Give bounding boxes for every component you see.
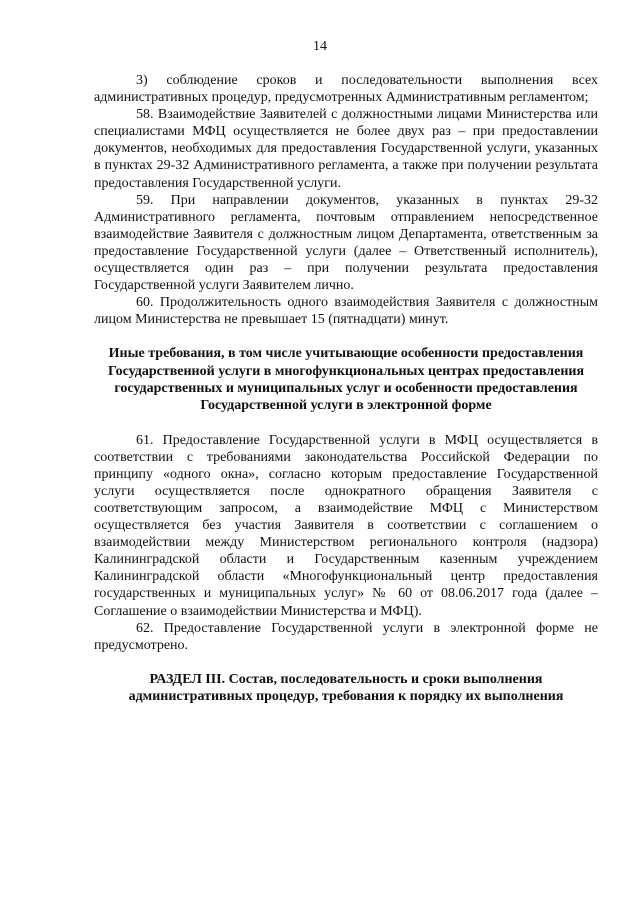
section-heading-section-3: РАЗДЕЛ III. Состав, последовательность и сроки выполнения административных процедур, требования к порядку их выполнения [128,671,564,705]
paragraph-61: 61. Предоставление Государственной услуги в МФЦ осуществляется в соответствии с требованиями законодательства Российской Федерации по принципу «одного окна», согласно которым предоставление Государственной услуги осуществляется после однократного обращения Заявителя с соответствующим запросом, а взаимодействие МФЦ с Министерством осуществляется без участия Заявителя в соответствии с соглашением о взаимодействии между Министерством регионального контроля (надзора) Калининградской области и Государственным казенным учреждением Калининградской области «Многофункциональный центр предоставления государственных и муниципальных услуг» № 60 от 08.06.2017 года (далее – Соглашение о взаимодействии Министерства и МФЦ). [94,432,598,619]
page-number: 14 [313,39,327,54]
paragraph-59: 59. При направлении документов, указанных в пунктах 29-32 Административного регламента, почтовым отправлением непосредственное взаимодействие Заявителя с должностным лицом Департамента, ответственным за предоставление Государственной услуги (далее – Ответственный исполнитель), осуществляется один раз – при получении результата предоставления Государственной услуги Заявителем лично. [94,192,598,294]
paragraph-62: 62. Предоставление Государственной услуги в электронной форме не предусмотрено. [94,620,598,653]
paragraph-58: 58. Взаимодействие Заявителей с должностными лицами Министерства или специалистами МФЦ осуществляется не более двух раз – при предоставлении документов, необходимых для предоставления Государственной услуги, указанных в пунктах 29-32 Административного регламента, а также при получении результата предоставления Государственной услуги. [94,107,598,191]
paragraph-60: 60. Продолжительность одного взаимодействия Заявителя с должностным лицом Министерства не превышает 15 (пятнадцати) минут. [94,295,598,328]
section-heading-other-requirements: Иные требования, в том числе учитывающие особенности предоставления Государственной услуги в многофункциональных центрах предоставления государственных и муниципальных услуг и особенности предоставления Государственной услуги в электронной форме [107,346,585,414]
paragraph-item-3: 3) соблюдение сроков и последовательности выполнения всех административных процедур, предусмотренных Административным регламентом; [94,73,598,106]
document-body [94,72,598,705]
